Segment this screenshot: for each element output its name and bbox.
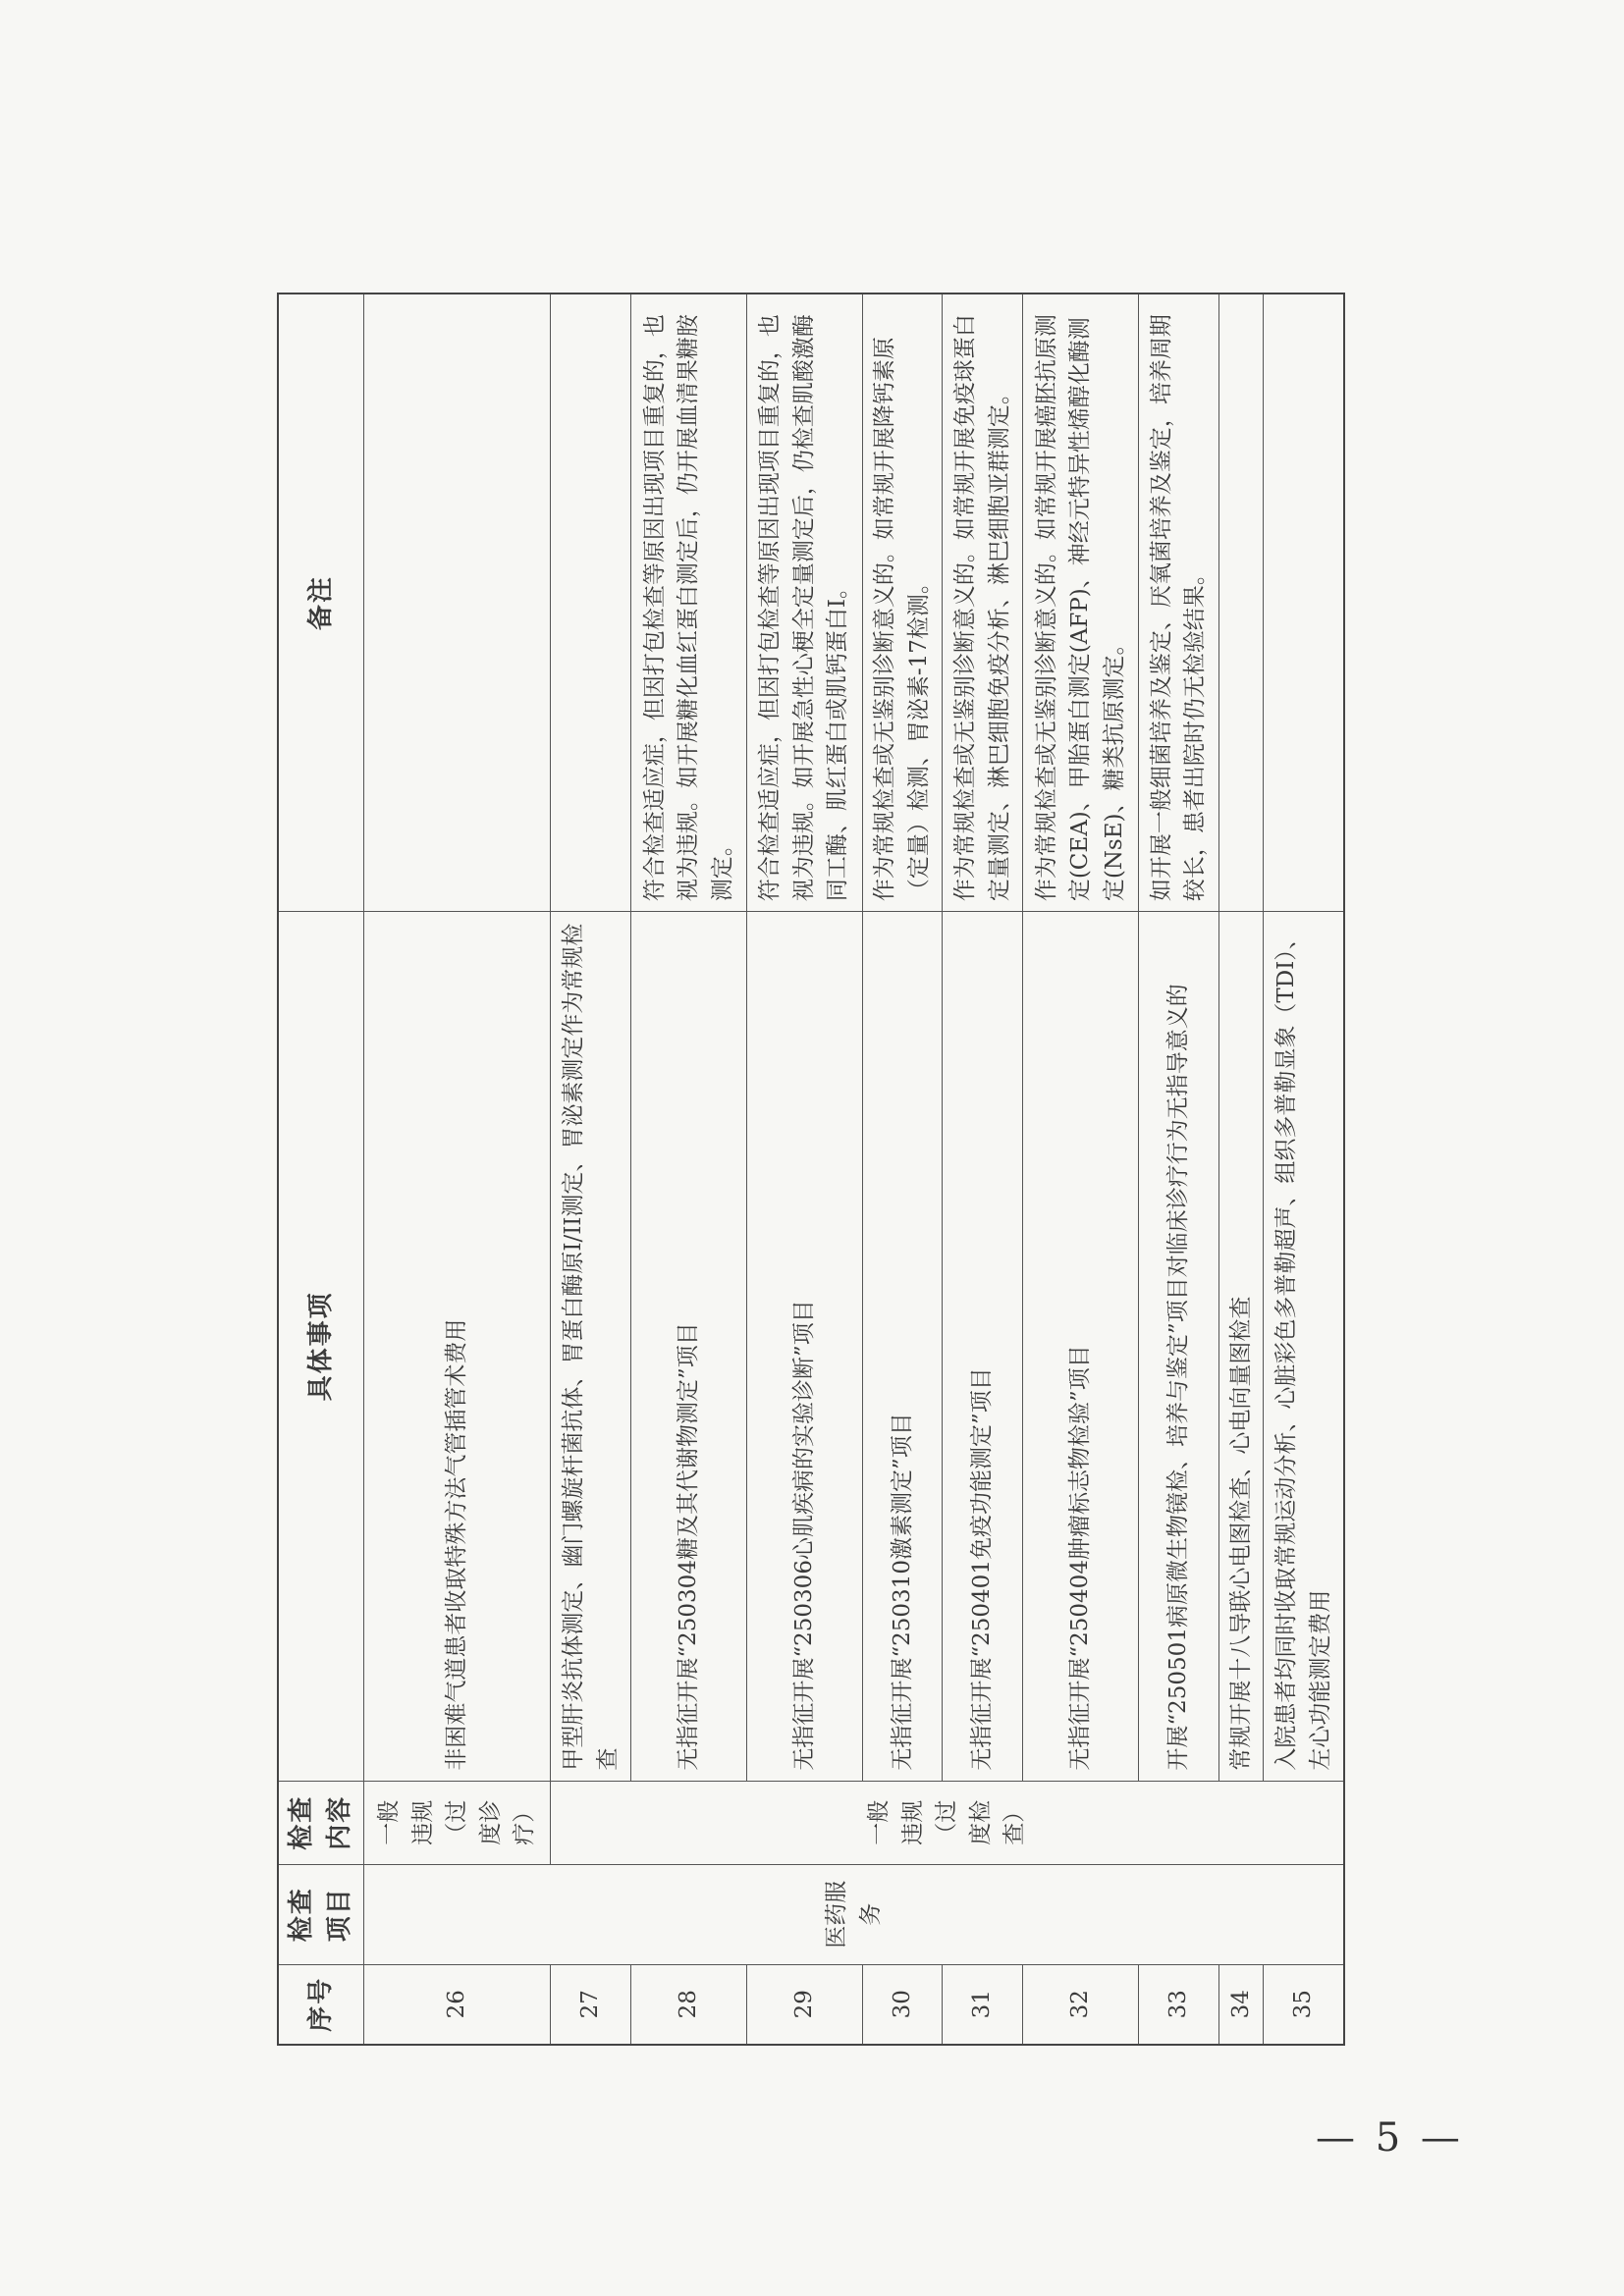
rotated-table-wrapper	[277, 293, 1624, 2032]
note-cell	[1218, 294, 1264, 912]
table-row	[551, 294, 631, 2045]
row-number: 30	[862, 1964, 943, 2045]
page-number: — 5 —	[1316, 2115, 1464, 2161]
row-number: 32	[1023, 1964, 1139, 2045]
note-cell: 作为常规检查或无鉴别诊断意义的。如常规开展免疫球蛋白定量测定、淋巴细胞免疫分析、淋巴细胞亚群测定。	[943, 294, 1023, 912]
inspection-table	[277, 293, 1345, 2046]
note-cell: 符合检查适应症，但因打包检查等原因出现项目重复的，也视为违规。如开展急性心梗全定量测定后，仍检查肌酸激酶同工酶、肌红蛋白或肌钙蛋白I。	[746, 294, 862, 912]
header-content: 检查内容	[278, 1781, 364, 1864]
header-no: 序号	[278, 1964, 364, 2045]
row-number: 31	[943, 1964, 1023, 2045]
note-cell	[551, 294, 631, 912]
note-cell	[364, 294, 551, 912]
check-content-cell: 一般违规（过度诊疗）	[364, 1781, 551, 1864]
detail-cell: 无指征开展“250310激素测定”项目	[862, 912, 943, 1781]
table-row	[364, 294, 551, 2045]
check-content-cell: 一般违规（过度检查）	[551, 1781, 1344, 1864]
header-detail: 具体事项	[278, 912, 364, 1781]
rotated-table	[277, 293, 1345, 2046]
note-cell: 作为常规检查或无鉴别诊断意义的。如常规开展降钙素原（定量）检测、胃泌素-17检测。	[862, 294, 943, 912]
note-cell: 符合检查适应症，但因打包检查等原因出现项目重复的，也视为违规。如开展糖化血红蛋白测定后，仍开展血清果糖胺测定。	[630, 294, 746, 912]
row-number: 28	[630, 1964, 746, 2045]
row-number: 26	[364, 1964, 551, 2045]
row-number: 35	[1264, 1964, 1344, 2045]
detail-cell: 开展“250501病原微生物镜检、培养与鉴定”项目对临床诊疗行为无指导意义的	[1138, 912, 1218, 1781]
detail-cell: 常规开展十八导联心电图检查、心电向量图检查	[1218, 912, 1264, 1781]
row-number: 29	[746, 1964, 862, 2045]
note-cell: 如开展一般细菌培养及鉴定、厌氧菌培养及鉴定，培养周期较长，患者出院时仍无检验结果。	[1138, 294, 1218, 912]
detail-cell: 无指征开展“250306心肌疾病的实验诊断”项目	[746, 912, 862, 1781]
detail-cell: 无指征开展“250401免疫功能测定”项目	[943, 912, 1023, 1781]
note-cell	[1264, 294, 1344, 912]
header-item: 检查项目	[278, 1864, 364, 1964]
detail-cell: 非困难气道患者收取特殊方法气管插管术费用	[364, 912, 551, 1781]
note-cell: 作为常规检查或无鉴别诊断意义的。如常规开展癌胚抗原测定(CEA)、甲胎蛋白测定(AFP)、神经元特异性烯醇化酶测定(NsE)、糖类抗原测定。	[1023, 294, 1139, 912]
row-number: 34	[1218, 1964, 1264, 2045]
detail-cell: 入院患者均同时收取常规运动分析、心脏彩色多普勒超声、组织多普勒显象（TDI）、左心功能测定费用	[1264, 912, 1344, 1781]
header-note: 备注	[278, 294, 364, 912]
row-number: 27	[551, 1964, 631, 2045]
row-number: 33	[1138, 1964, 1218, 2045]
table-header-row	[278, 294, 364, 2045]
detail-cell: 甲型肝炎抗体测定、幽门螺旋杆菌抗体、胃蛋白酶原I/II测定、胃泌素测定作为常规检查	[551, 912, 631, 1781]
detail-cell: 无指征开展“250304糖及其代谢物测定”项目	[630, 912, 746, 1781]
detail-cell: 无指征开展“250404肿瘤标志物检验”项目	[1023, 912, 1139, 1781]
check-item-cell: 医药服务	[364, 1864, 1345, 1964]
